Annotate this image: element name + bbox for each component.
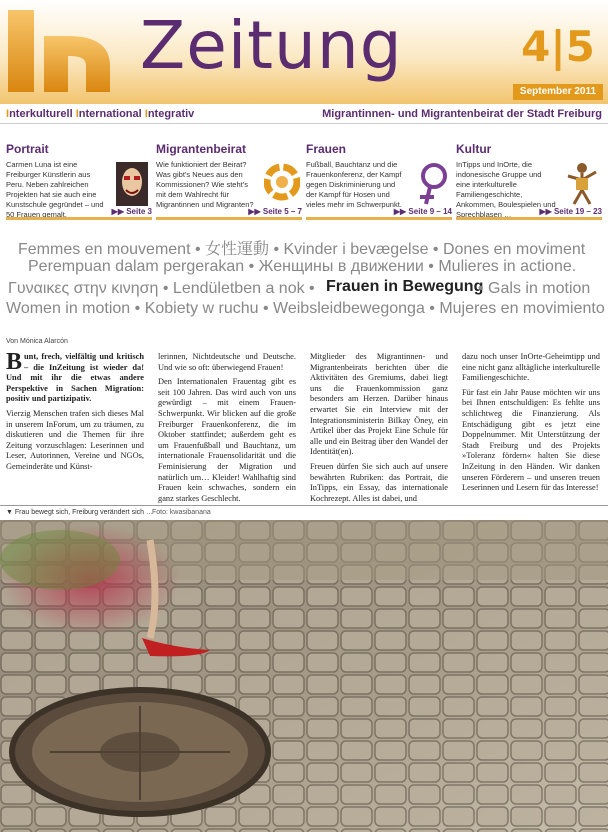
teaser-portrait[interactable] xyxy=(6,142,152,222)
photo-caption-bar xyxy=(0,505,608,519)
teaser-migrantenbeirat[interactable] xyxy=(156,142,302,222)
teaser-link[interactable]: ▶▶ Seite 9 – 14 xyxy=(306,207,452,220)
teaser-link[interactable]: ▶▶ Seite 5 – 7 xyxy=(156,207,302,220)
tagline: Interkulturell International Integrativ xyxy=(6,108,195,120)
lead-paragraph: Bunt, frech, vielfältig und kritisch – die InZeitung ist wieder da! Und mit ihr die etwas andere Perspektive in Sachen Migration: positiv und partizipativ. xyxy=(6,349,144,404)
paragraph: Freuen dürfen Sie sich auch auf unsere bewährten Rubriken: das Portrait, die InTipps, ein Essay, das internationale Kochrezept. Alles ist dabei, und xyxy=(310,461,448,503)
teaser-link[interactable]: ▶▶ Seite 3 xyxy=(6,207,152,220)
puppet-figure-icon xyxy=(564,160,600,208)
paragraph: Vierzig Menschen trafen sich dieses Mal in unserem InForum, um zu träumen, zu diskutieren und die Themen für ihre Zeitung vorzuschlagen: Leserinnen und Leser, Autorinnen, Vereine und NGOs, Gemeinderäte und Künst- xyxy=(6,408,144,471)
teaser-text: Fußball, Bauchtanz und die Frauenkonferenz, der Kampf gegen Diskriminierung und der Kampf für Hosen und vieles mehr im Schwerpunkt. xyxy=(306,160,402,209)
article-column-3 xyxy=(310,352,448,508)
masthead-title: Zeitung xyxy=(140,7,403,84)
multilingual-word-cloud xyxy=(0,236,608,322)
circle-segments-icon xyxy=(264,160,300,208)
cloud-line: Femmes en mouvement • 女性運動 • Kvinder i bevægelse • Dones en moviment xyxy=(18,241,586,258)
cloud-line: Perempuan dalam pergerakan • Женщины в движении • Mulieres in actione. xyxy=(28,258,577,275)
teaser-text: Carmen Luna ist eine Freiburger Künstlerin aus Peru. Neben zahlreichen Projekten hat sie auch eine Kunstschule gegründet – und 50 Frauen gemalt. xyxy=(6,160,104,219)
publisher: Migrantinnen- und Migrantenbeirat der Stadt Freiburg xyxy=(322,108,602,120)
teaser-title: Frauen xyxy=(306,142,347,156)
teaser-kultur[interactable] xyxy=(456,142,602,222)
cloud-line: • Gals in motion xyxy=(478,280,591,297)
drop-cap: B xyxy=(6,349,23,375)
paragraph: Den Internationalen Frauentag gibt es seit 100 Jahren. Das wird auch von uns gewürdigt – mit einem Frauen-Schwerpunkt. Wir blicken auf die große Freiburger Frauenkonferenz, die im Oktober stattfindet; außerdem geht es um Frauenfußball und Bauchtanz, um internationale Frauensolidarität und die Feminisierung der Migration und natürlich um… Kleider! Wahlhaftig sind Frauen kein schwaches, sondern ein ganz starkes Geschlecht. xyxy=(158,377,296,503)
subtitle-row xyxy=(0,106,608,124)
teaser-title: Migrantenbeirat xyxy=(156,142,247,156)
teaser-title: Portrait xyxy=(6,142,49,156)
teaser-row xyxy=(6,142,602,222)
article-column-2 xyxy=(158,352,296,508)
portrait-mask-icon xyxy=(114,160,150,208)
photo-credit: Foto: kwasibanana xyxy=(152,509,211,516)
cloud-highlight: Frauen in Bewegung xyxy=(326,278,484,295)
female-symbol-icon xyxy=(414,160,450,208)
article-column-1 xyxy=(6,349,144,477)
teaser-title: Kultur xyxy=(456,142,492,156)
teaser-frauen[interactable] xyxy=(306,142,452,222)
article-column-4 xyxy=(462,352,600,498)
issue-date: September 2011 xyxy=(513,84,603,100)
in-logo-icon xyxy=(6,6,130,94)
masthead xyxy=(0,0,608,104)
issue-number: 4|5 xyxy=(521,22,595,71)
teaser-text: InTipps und InOrte, die indonesische Gruppe und eine interkulturelle Familiengeschichte, Ankommen, Boulespielen und Sprechblasen … xyxy=(456,160,556,219)
paragraph: lerinnen, Nichtdeutsche und Deutsche. Und wie so oft: überwiegend Frauen! xyxy=(158,352,296,372)
paragraph: Für fast ein Jahr Pause möchten wir uns bei Ihnen entschuldigen: Es fehlte uns schlichtweg die Finanzierung. Als Entschädigung gibt es jetzt eine Doppelnummer. Mit Unterstützung der Stadt Freiburg und des Projekts »Toleranz fördern« halten Sie diese InZeitung in den Händen. Wir danken unseren Förderern – und unseren treuen Leserinnen und Lesern für das Interesse! xyxy=(462,387,600,493)
byline: Von Mónica Alarcón xyxy=(6,338,68,345)
cloud-line: Γυναικες στην κινηση • Lendületben a nok • xyxy=(8,280,315,297)
cobblestone-photo xyxy=(0,520,608,832)
teaser-text: Wie funktioniert der Beirat? Was gibt’s Neues aus den Kommissionen? Wie steht’s mit dem Wahlrecht für Migrantinnen und Migranten? xyxy=(156,160,254,209)
photo-caption: ▼ Frau bewegt sich, Freiburg verändert sich … xyxy=(6,509,153,516)
paragraph: Mitglieder des Migrantinnen- und Migrantenbeirats berichten über die Aktivitäten des Gremiums, dabei liegt uns die Frauenkommission ganz besonders am Herzen. Darüber hinaus erwartet Sie ein Interview mit der Integrationsministerin Bilkay Öney, ein Artikel über das Projekt Eine Schule für alle und ein Beitrag über den Wandel der Identität(en). xyxy=(310,352,448,457)
paragraph: dazu noch unser InOrte-Geheimtipp und eine nicht ganz alltägliche interkulturelle Familiengeschichte. xyxy=(462,352,600,383)
teaser-link[interactable]: ▶▶ Seite 19 – 23 xyxy=(456,207,602,220)
cloud-line: Women in motion • Kobiety w ruchu • Weibsleidbewegonga • Mujeres en movimiento xyxy=(6,300,605,317)
